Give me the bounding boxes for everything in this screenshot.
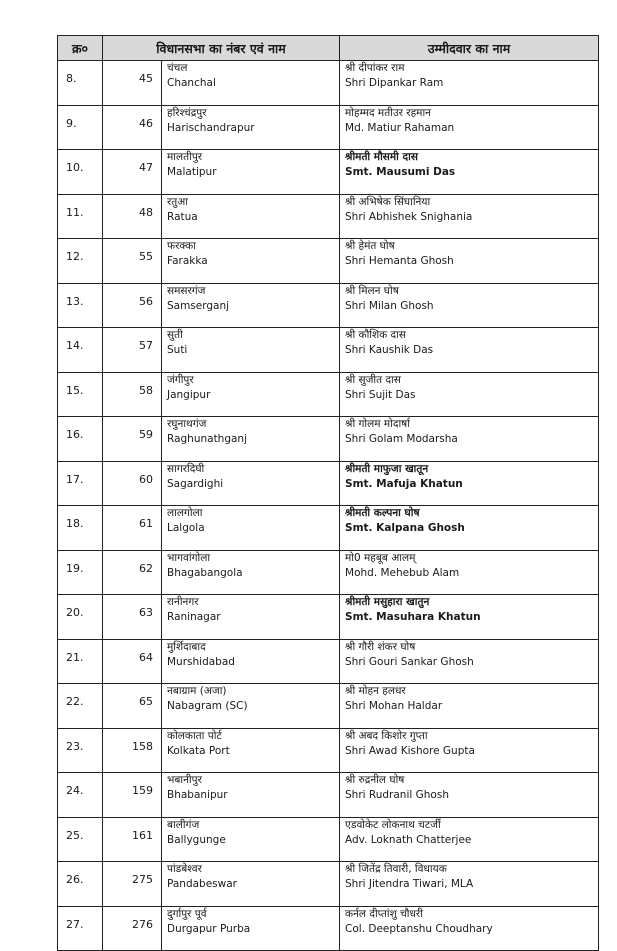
constituency-number: 56 — [103, 283, 162, 328]
candidate-name-hindi: श्रीमती मौसमी दास — [345, 151, 418, 163]
constituency-number: 45 — [103, 61, 162, 106]
constituency-cell — [162, 817, 340, 862]
constituency-name-hindi: सागरदिघी — [167, 462, 205, 475]
candidate-name-english: Smt. Mausumi Das — [345, 166, 456, 178]
constituency-number: 63 — [103, 595, 162, 640]
candidate-name-hindi: एडवोकेट लोकनाथ चटर्जी — [345, 818, 441, 831]
constituency-name-hindi: चंचल — [167, 62, 188, 74]
constituency-name-hindi: रानीनगर — [167, 596, 199, 608]
candidate-name-english: Shri Dipankar Ram — [345, 77, 444, 89]
constituency-number: 59 — [103, 417, 162, 462]
constituency-cell — [162, 328, 340, 373]
serial-number: 26. — [58, 862, 103, 907]
candidate-name-english: Shri Gouri Sankar Ghosh — [345, 655, 474, 668]
candidate-cell — [340, 194, 599, 239]
candidate-cell — [340, 862, 599, 907]
constituency-name-english: Lalgola — [167, 522, 205, 534]
candidate-name-english: Shri Kaushik Das — [345, 344, 434, 356]
candidate-name-english: Shri Milan Ghosh — [345, 299, 434, 312]
constituency-name-hindi: भबानीपुर — [167, 774, 202, 786]
constituency-cell — [162, 372, 340, 417]
serial-number: 24. — [58, 773, 103, 818]
table-header — [58, 36, 599, 61]
constituency-name-hindi: रतुआ — [167, 195, 189, 208]
candidate-cell — [340, 150, 599, 195]
constituency-name-english: Raghunathganj — [167, 433, 248, 445]
candidate-name-hindi: श्री गोलम मोदार्षा — [345, 418, 410, 430]
candidate-name-english: Smt. Masuhara Khatun — [345, 611, 481, 623]
serial-number: 9. — [58, 105, 103, 150]
constituency-name-hindi: हरिश्चंद्रपुर — [167, 106, 207, 119]
candidate-name-hindi: श्रीमती मसुहारा खातुन — [345, 596, 430, 608]
constituency-number: 275 — [103, 862, 162, 907]
serial-number: 11. — [58, 194, 103, 239]
candidate-name-hindi: श्री जितेंद्र तिवारी, विधायक — [345, 863, 447, 875]
constituency-cell — [162, 283, 340, 328]
constituency-number: 159 — [103, 773, 162, 818]
constituency-cell — [162, 862, 340, 907]
serial-number: 22. — [58, 684, 103, 729]
candidate-name-hindi: श्री गौरी शंकर घोष — [345, 640, 416, 653]
candidate-name-english: Shri Abhishek Snighania — [345, 210, 473, 223]
constituency-cell — [162, 61, 340, 106]
constituency-cell — [162, 194, 340, 239]
candidate-cell — [340, 461, 599, 506]
constituency-cell — [162, 906, 340, 951]
constituency-number: 65 — [103, 684, 162, 729]
constituency-name-english: Bhabanipur — [167, 789, 228, 801]
serial-number: 25. — [58, 817, 103, 862]
constituency-name-hindi: रघुनाथगंज — [167, 418, 207, 430]
table-row — [58, 684, 599, 729]
constituency-name-hindi: समसरगंज — [167, 284, 206, 297]
candidate-name-hindi: श्री मिलन घोष — [345, 284, 399, 297]
candidate-name-hindi: श्री सुजीत दास — [345, 373, 401, 386]
constituency-number: 64 — [103, 639, 162, 684]
serial-number: 21. — [58, 639, 103, 684]
serial-number: 18. — [58, 506, 103, 551]
candidate-name-hindi: श्रीमती माफुजा खातून — [345, 462, 429, 475]
candidate-name-hindi: श्री मोहन हलधर — [345, 685, 406, 697]
candidate-name-english: Shri Hemanta Ghosh — [345, 255, 454, 267]
constituency-name-hindi: जंगीपुर — [167, 373, 194, 386]
serial-number: 15. — [58, 372, 103, 417]
constituency-name-english: Sagardighi — [167, 477, 224, 490]
constituency-number: 61 — [103, 506, 162, 551]
constituency-cell — [162, 461, 340, 506]
constituency-number: 57 — [103, 328, 162, 373]
candidate-name-hindi: कर्नल दीप्तांशु चौधरी — [345, 907, 423, 920]
constituency-number: 55 — [103, 239, 162, 284]
candidate-name-english: Shri Jitendra Tiwari, MLA — [345, 878, 474, 890]
table-row — [58, 194, 599, 239]
candidate-name-hindi: श्री दीपांकर राम — [345, 62, 405, 74]
constituency-number: 47 — [103, 150, 162, 195]
candidate-name-hindi: श्रीमती कल्पना घोष — [345, 507, 420, 519]
constituency-number: 158 — [103, 728, 162, 773]
table-row — [58, 862, 599, 907]
candidate-name-english: Shri Sujit Das — [345, 388, 416, 401]
constituency-cell — [162, 239, 340, 284]
candidate-name-english: Smt. Kalpana Ghosh — [345, 522, 465, 534]
constituency-cell — [162, 728, 340, 773]
table-row — [58, 461, 599, 506]
table-row — [58, 506, 599, 551]
table-row — [58, 328, 599, 373]
header-sno: क्र० — [58, 36, 103, 61]
constituency-cell — [162, 684, 340, 729]
candidate-cell — [340, 773, 599, 818]
candidate-table — [57, 35, 599, 951]
candidate-cell — [340, 906, 599, 951]
constituency-number: 48 — [103, 194, 162, 239]
candidate-cell — [340, 550, 599, 595]
constituency-name-english: Raninagar — [167, 611, 221, 623]
candidate-cell — [340, 728, 599, 773]
constituency-cell — [162, 639, 340, 684]
candidate-cell — [340, 283, 599, 328]
candidate-name-hindi: श्री हेमंत घोष — [345, 240, 395, 252]
constituency-cell — [162, 417, 340, 462]
candidate-cell — [340, 328, 599, 373]
constituency-name-hindi: नबाग्राम (अजा) — [167, 685, 227, 697]
table-row — [58, 239, 599, 284]
candidate-cell — [340, 639, 599, 684]
constituency-name-hindi: लालगोला — [167, 507, 203, 519]
candidate-name-english: Shri Golam Modarsha — [345, 433, 458, 445]
constituency-name-english: Ballygunge — [167, 833, 226, 846]
constituency-cell — [162, 105, 340, 150]
candidate-name-english: Mohd. Mehebub Alam — [345, 566, 460, 579]
serial-number: 8. — [58, 61, 103, 106]
constituency-name-english: Malatipur — [167, 166, 217, 178]
candidate-cell — [340, 239, 599, 284]
constituency-name-english: Jangipur — [167, 388, 211, 401]
serial-number: 17. — [58, 461, 103, 506]
candidate-name-hindi: मो0 महबूब आलम् — [345, 551, 416, 564]
serial-number: 13. — [58, 283, 103, 328]
table-row — [58, 728, 599, 773]
serial-number: 20. — [58, 595, 103, 640]
constituency-number: 62 — [103, 550, 162, 595]
table-row — [58, 906, 599, 951]
constituency-name-hindi: सुती — [167, 329, 183, 341]
table-row — [58, 817, 599, 862]
candidate-name-hindi: श्री अबद किशोर गुप्ता — [345, 729, 428, 742]
constituency-number: 60 — [103, 461, 162, 506]
candidate-name-hindi: श्री रुद्रनील घोष — [345, 774, 405, 786]
constituency-cell — [162, 595, 340, 640]
candidate-cell — [340, 506, 599, 551]
constituency-name-hindi: पांडबेश्वर — [167, 863, 202, 875]
constituency-name-english: Suti — [167, 344, 188, 356]
candidate-cell — [340, 684, 599, 729]
constituency-name-english: Samserganj — [167, 299, 230, 312]
constituency-name-hindi: भागवांगोला — [167, 551, 211, 564]
constituency-cell — [162, 550, 340, 595]
candidate-cell — [340, 372, 599, 417]
candidate-name-hindi: श्री अभिषेक सिंघानिया — [345, 195, 431, 208]
constituency-number: 58 — [103, 372, 162, 417]
serial-number: 14. — [58, 328, 103, 373]
table-row — [58, 105, 599, 150]
serial-number: 12. — [58, 239, 103, 284]
constituency-name-english: Chanchal — [167, 77, 216, 89]
constituency-name-english: Ratua — [167, 210, 198, 223]
constituency-name-hindi: बालीगंज — [167, 818, 200, 831]
serial-number: 27. — [58, 906, 103, 951]
serial-number: 23. — [58, 728, 103, 773]
constituency-name-english: Durgapur Purba — [167, 922, 251, 935]
constituency-name-hindi: मुर्शिदाबाद — [167, 640, 206, 653]
candidate-name-english: Col. Deeptanshu Choudhary — [345, 922, 493, 935]
table-row — [58, 639, 599, 684]
constituency-name-english: Farakka — [167, 255, 208, 267]
candidate-name-hindi: श्री कौशिक दास — [345, 329, 406, 341]
candidate-name-english: Shri Awad Kishore Gupta — [345, 744, 475, 757]
candidate-cell — [340, 417, 599, 462]
constituency-cell — [162, 773, 340, 818]
constituency-name-english: Murshidabad — [167, 655, 235, 668]
serial-number: 16. — [58, 417, 103, 462]
candidate-cell — [340, 595, 599, 640]
constituency-name-english: Nabagram (SC) — [167, 700, 248, 712]
table-body — [58, 61, 599, 951]
constituency-name-english: Bhagabangola — [167, 566, 243, 579]
table-row — [58, 595, 599, 640]
constituency-number: 161 — [103, 817, 162, 862]
constituency-name-hindi: कोलकाता पोर्ट — [167, 729, 222, 742]
constituency-name-english: Pandabeswar — [167, 878, 237, 890]
candidate-name-hindi: मोहम्मद मतीउर रहमान — [345, 106, 431, 119]
constituency-name-hindi: दुर्गापुर पूर्व — [167, 907, 207, 920]
serial-number: 19. — [58, 550, 103, 595]
candidate-cell — [340, 61, 599, 106]
constituency-name-hindi: मालतीपुर — [167, 151, 203, 163]
constituency-number: 46 — [103, 105, 162, 150]
candidate-name-english: Smt. Mafuja Khatun — [345, 477, 463, 490]
table-row — [58, 283, 599, 328]
constituency-cell — [162, 150, 340, 195]
table-row — [58, 773, 599, 818]
constituency-name-hindi: फरक्का — [167, 240, 196, 252]
table-row — [58, 150, 599, 195]
table-row — [58, 550, 599, 595]
table-row — [58, 417, 599, 462]
candidate-cell — [340, 817, 599, 862]
candidate-cell — [340, 105, 599, 150]
header-constituency: विधानसभा का नंबर एवं नाम — [103, 36, 340, 61]
constituency-number: 276 — [103, 906, 162, 951]
constituency-name-english: Kolkata Port — [167, 744, 230, 757]
constituency-name-english: Harischandrapur — [167, 121, 255, 134]
candidate-name-english: Md. Matiur Rahaman — [345, 121, 455, 134]
candidate-name-english: Adv. Loknath Chatterjee — [345, 833, 472, 846]
table-row — [58, 61, 599, 106]
header-candidate: उम्मीदवार का नाम — [340, 36, 599, 61]
serial-number: 10. — [58, 150, 103, 195]
constituency-cell — [162, 506, 340, 551]
table-row — [58, 372, 599, 417]
candidate-name-english: Shri Mohan Haldar — [345, 700, 443, 712]
candidate-name-english: Shri Rudranil Ghosh — [345, 789, 449, 801]
